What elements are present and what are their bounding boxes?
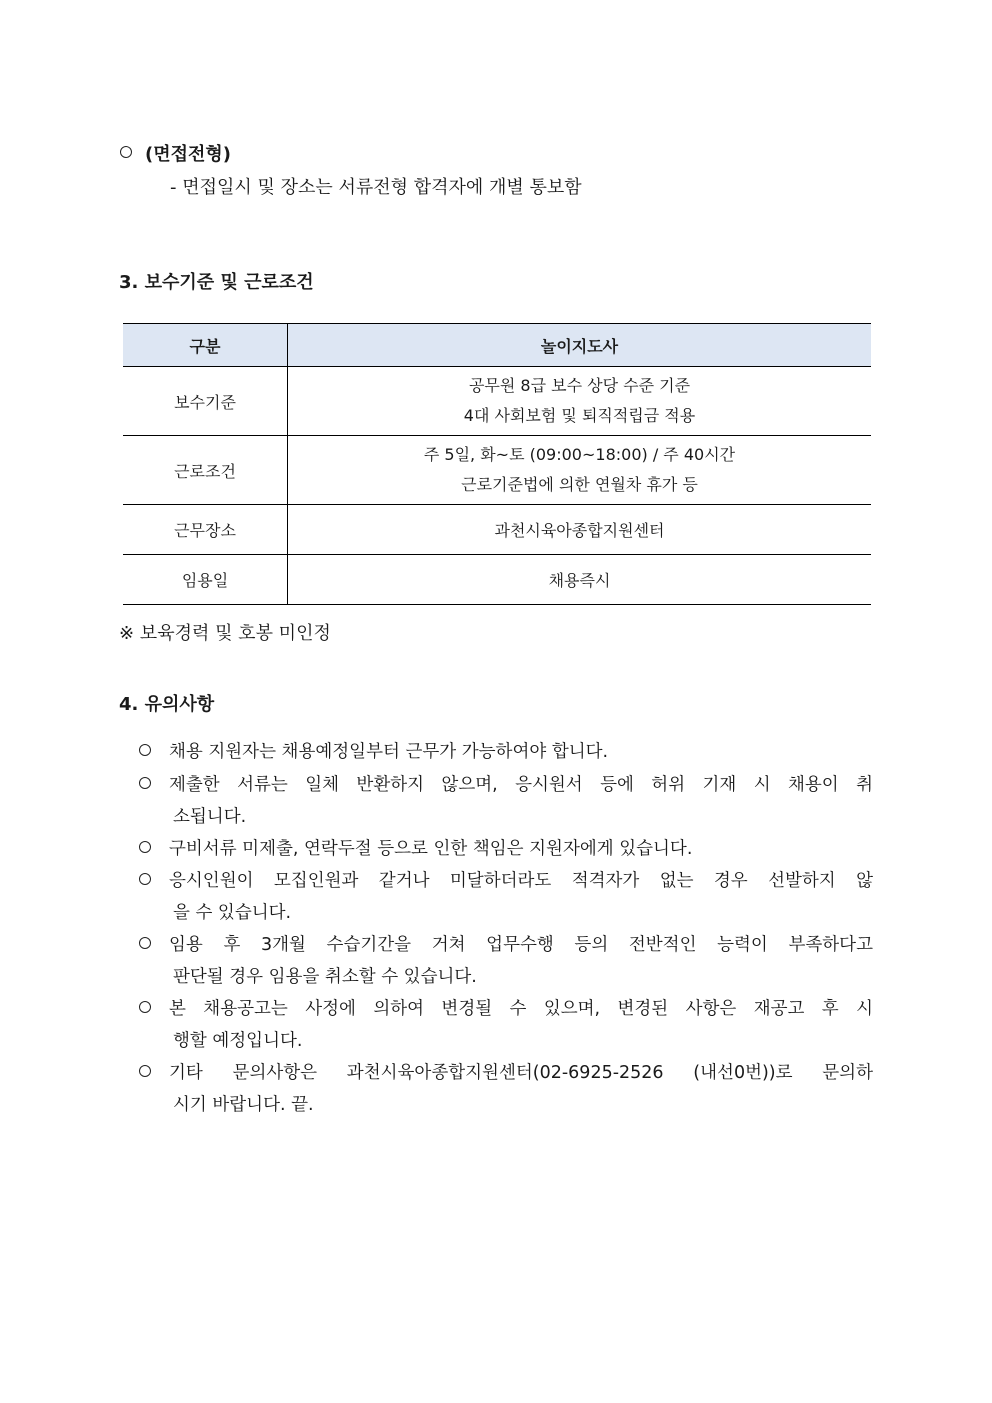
row-label: 근무장소 xyxy=(123,505,288,555)
bullet-circle-icon xyxy=(139,777,151,789)
list-item-text: 채용 지원자는 채용예정일부터 근무가 가능하여야 합니다. xyxy=(169,742,609,762)
table-row xyxy=(123,505,871,555)
row-label: 보수기준 xyxy=(123,367,288,436)
row-value-line: 근로기준법에 의한 연월차 휴가 등 xyxy=(461,475,698,494)
list-item-text: 구비서류 미제출, 연락두절 등으로 인한 책임은 지원자에게 있습니다. xyxy=(169,839,693,859)
section3-title: 3. 보수기준 및 근로조건 xyxy=(119,272,314,293)
row-value xyxy=(288,436,872,505)
header-category: 구분 xyxy=(123,324,288,367)
bullet-circle-icon xyxy=(139,744,151,756)
list-item-text: 을 수 있습니다. xyxy=(173,903,292,923)
bullet-circle-icon xyxy=(139,873,151,885)
row-value: 채용즉시 xyxy=(288,555,872,605)
bullet-circle-icon xyxy=(139,937,151,949)
conditions-table xyxy=(123,323,871,605)
table-header-row xyxy=(123,324,871,367)
list-item-text: 기타 문의사항은 과천시육아종합지원센터(02-6925-2526 (내선0번))로 문의하 xyxy=(169,1063,873,1083)
interview-heading: (면접전형) xyxy=(145,144,232,165)
list-item-text: 행할 예정입니다. xyxy=(173,1031,303,1051)
row-value: 과천시육아종합지원센터 xyxy=(288,505,872,555)
row-label: 근로조건 xyxy=(123,436,288,505)
table-row xyxy=(123,555,871,605)
table-row xyxy=(123,367,871,436)
row-value xyxy=(288,367,872,436)
bullet-circle-icon xyxy=(139,1001,151,1013)
list-item-text: 소됩니다. xyxy=(173,807,247,827)
table-note: ※ 보육경력 및 호봉 미인정 xyxy=(119,623,331,644)
list-item-text: 제출한 서류는 일체 반환하지 않으며, 응시원서 등에 허위 기재 시 채용이 취 xyxy=(169,775,873,795)
interview-line: - 면접일시 및 장소는 서류전형 합격자에 개별 통보함 xyxy=(170,177,582,198)
row-value-line: 주 5일, 화~토 (09:00~18:00) / 주 40시간 xyxy=(423,445,736,464)
bullet-circle-icon xyxy=(120,146,132,158)
header-position: 놀이지도사 xyxy=(288,324,872,367)
bullet-circle-icon xyxy=(139,841,151,853)
list-item-text: 응시인원이 모집인원과 같거나 미달하더라도 적격자가 없는 경우 선발하지 않 xyxy=(169,871,873,891)
list-item-text: 임용 후 3개월 수습기간을 거쳐 업무수행 등의 전반적인 능력이 부족하다고 xyxy=(169,935,873,955)
row-value-line: 4대 사회보험 및 퇴직적립금 적용 xyxy=(463,406,696,425)
list-item-text: 본 채용공고는 사정에 의하여 변경될 수 있으며, 변경된 사항은 재공고 후 시 xyxy=(169,999,873,1019)
table-row xyxy=(123,436,871,505)
row-label: 임용일 xyxy=(123,555,288,605)
list-item-text: 시기 바랍니다. 끝. xyxy=(173,1095,314,1115)
list-item-text: 판단될 경우 임용을 취소할 수 있습니다. xyxy=(173,967,477,987)
section4-title: 4. 유의사항 xyxy=(119,694,215,715)
row-value-line: 공무원 8급 보수 상당 수준 기준 xyxy=(468,376,691,395)
bullet-circle-icon xyxy=(139,1065,151,1077)
